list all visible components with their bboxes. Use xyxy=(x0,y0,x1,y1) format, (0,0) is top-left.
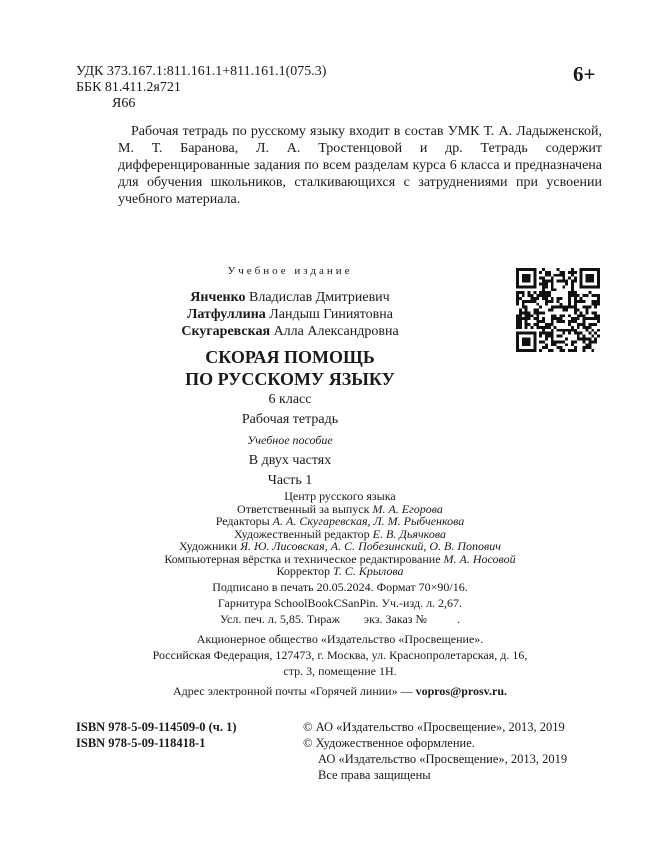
author-mark: Я66 xyxy=(112,96,136,111)
credit-names: Т. С. Крылова xyxy=(332,564,404,578)
credit-role: Корректор xyxy=(276,564,333,578)
age-rating: 6+ xyxy=(573,62,596,86)
print-info-2: Гарнитура SchoolBookCSanPin. Уч.-изд. л. 2,67. xyxy=(217,596,463,610)
credit-role: Центр русского языка xyxy=(284,489,396,503)
parts-label: В двух частях xyxy=(248,453,332,468)
book-title-line-2: ПО РУССКОМУ ЯЗЫКУ xyxy=(185,369,395,389)
author-surname: Скугаревская xyxy=(181,324,271,339)
author-3 xyxy=(40,324,540,340)
credit-names: Я. Ю. Лисовская, А. С. Побезинский, О. В. Попович xyxy=(240,539,501,553)
email-label: Адрес электронной почты «Горячей линии» — xyxy=(172,684,416,698)
author-surname: Латфуллина xyxy=(186,307,266,322)
credit-names: А. А. Скугаревская, Л. М. Рыбченкова xyxy=(272,514,465,528)
credit-names: М. А. Егорова xyxy=(372,501,443,516)
author-name: Алла Александровна xyxy=(273,324,399,339)
book-type: Рабочая тетрадь xyxy=(241,412,339,427)
book-title-line-1: СКОРАЯ ПОМОЩЬ xyxy=(205,347,375,367)
credits-block xyxy=(90,490,590,578)
grade: 6 класс xyxy=(268,392,312,407)
credit-role: Редакторы xyxy=(215,514,273,528)
credit-role: Художественный редактор xyxy=(234,526,373,541)
part-label: Часть 1 xyxy=(267,473,313,488)
manual-label: Учебное пособие xyxy=(247,433,333,447)
author-name: Владислав Дмитриевич xyxy=(249,290,390,305)
author-2 xyxy=(40,307,540,323)
copyright-2: © Художественное оформление. xyxy=(303,736,475,750)
credit-role: Ответственный за выпуск xyxy=(237,501,373,516)
credit-names: Е. В. Дьячкова xyxy=(372,526,446,541)
credit-line xyxy=(90,565,590,578)
udk-code: УДК 373.167.1:811.161.1+811.161.1(075.3) xyxy=(76,64,327,79)
author-surname: Янченко xyxy=(190,290,246,305)
credit-role: Компьютерная вёрстка и техническое редактирование xyxy=(164,551,444,566)
qr-modules xyxy=(516,268,600,352)
email-link[interactable]: vopros@prosv.ru. xyxy=(415,684,508,698)
print-info-1: Подписано в печать 20.05.2024. Формат 70×90/16. xyxy=(212,580,468,594)
credit-role: Художники xyxy=(179,539,241,553)
publisher-1: Акционерное общество «Издательство «Просвещение». xyxy=(196,632,484,646)
isbn-set: ISBN 978-5-09-118418-1 xyxy=(76,736,206,750)
print-info-3: Усл. печ. л. 5,85. Тираж экз. Заказ № . xyxy=(220,612,460,626)
edition-type: Учебное издание xyxy=(227,265,353,277)
isbn-part-1: ISBN 978-5-09-114509-0 (ч. 1) xyxy=(76,720,237,734)
bbk-code: ББК 81.411.2я721 xyxy=(76,80,181,95)
annotation-paragraph: Рабочая тетрадь по русскому языку входит в состав УМК Т. А. Ладыженской, М. Т. Баранова, Л. А. Тростенцовой и др. Тетрадь содержит дифференцированные задания по всем разделам курса 6 класса и предназначена для обучения школьников, сталкивающихся с затруднениями при усвоении учебного материала. xyxy=(118,124,602,207)
copyright-3: АО «Издательство «Просвещение», 2013, 2019 xyxy=(318,752,568,766)
copyright-1: © АО «Издательство «Просвещение», 2013, 2019 xyxy=(303,720,565,734)
qr-code xyxy=(516,268,600,352)
publisher-3: стр. 3, помещение 1Н. xyxy=(283,664,397,678)
credit-names: М. А. Носовой xyxy=(443,551,516,566)
author-1 xyxy=(40,290,540,306)
hotline-email xyxy=(90,684,590,699)
rights-reserved: Все права защищены xyxy=(318,768,431,782)
author-name: Ландыш Гиниятовна xyxy=(269,307,394,322)
publisher-2: Российская Федерация, 127473, г. Москва, ул. Краснопролетарская, д. 16, xyxy=(152,648,528,662)
